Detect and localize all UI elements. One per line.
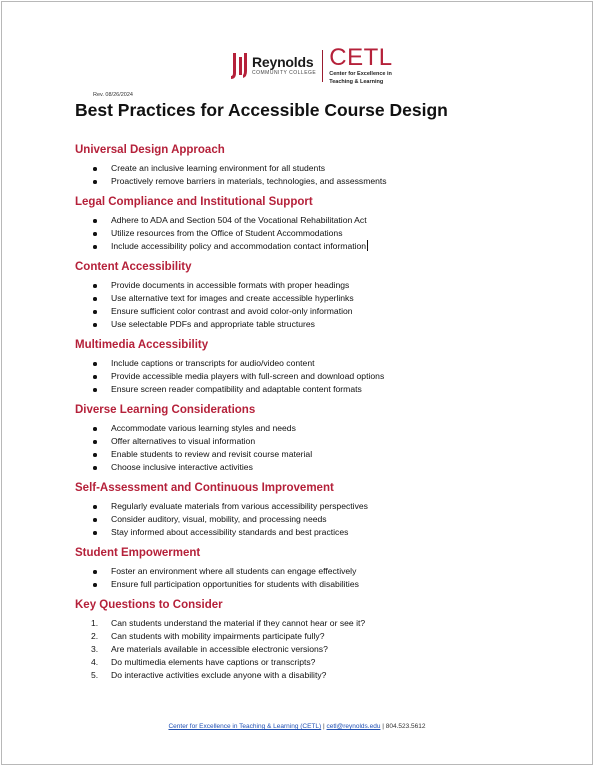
list-item [75,526,545,539]
bullet-icon [93,219,97,223]
cetl-name: CETL [329,44,393,71]
list-item [75,175,545,188]
bullet-icon [93,297,97,301]
list-item [75,370,545,383]
section-heading: Universal Design Approach [75,144,225,156]
section-heading: Diverse Learning Considerations [75,404,256,416]
bullet-icon [93,245,97,249]
section [75,143,545,188]
bullet-icon [93,453,97,457]
list-item-text: Can students with mobility impairments participate fully? [111,631,325,641]
section [75,338,545,396]
list-item-text: Do interactive activities exclude anyone with a disability? [111,670,327,680]
footer-cetl-link[interactable]: Center for Excellence in Teaching & Learning (CETL) [168,723,322,730]
header-logos [230,46,393,85]
footer-separator: | [380,723,386,730]
list-item-text: Consider auditory, visual, mobility, and processing needs [111,514,327,524]
section [75,403,545,474]
section-heading: Self-Assessment and Continuous Improvement [75,482,334,494]
bullet-list [75,422,545,474]
list-item [75,305,545,318]
list-item-text: Provide accessible media players with full-screen and download options [111,371,385,381]
list-item [75,292,545,305]
bullet-list [75,565,545,591]
list-item [75,500,545,513]
footer-separator: | [321,723,327,730]
list-item [75,656,545,669]
list-item-text: Offer alternatives to visual information [111,436,256,446]
bullet-list [75,357,545,396]
reynolds-logo-icon [230,51,248,81]
list-item-text: Stay informed about accessibility standards and best practices [111,527,349,537]
section [75,195,545,253]
bullet-icon [93,427,97,431]
list-item [75,513,545,526]
numbered-list [75,617,545,682]
list-item-text: Include captions or transcripts for audio/video content [111,358,315,368]
bullet-icon [93,375,97,379]
list-item-text: Ensure full participation opportunities for students with disabilities [111,579,359,589]
bullet-icon [93,440,97,444]
footer-email-link[interactable]: cetl@reynolds.edu [326,723,381,730]
list-item [75,227,545,240]
bullet-icon [93,466,97,470]
list-item-text: Accommodate various learning styles and needs [111,423,296,433]
document-page [1,1,593,765]
list-item [75,318,545,331]
list-item [75,435,545,448]
list-number: 1. [91,618,99,628]
list-item [75,448,545,461]
bullet-list [75,500,545,539]
list-item-text: Use alternative text for images and create accessible hyperlinks [111,293,354,303]
list-item-text: Use selectable PDFs and appropriate table structures [111,319,315,329]
bullet-icon [93,232,97,236]
cetl-subtitle-line1: Center for Excellence in [329,71,392,77]
list-item-text: Choose inclusive interactive activities [111,462,253,472]
bullet-icon [93,323,97,327]
list-item [75,383,545,396]
section-heading: Student Empowerment [75,547,201,559]
page-title: Best Practices for Accessible Course Design [75,100,448,120]
bullet-icon [93,388,97,392]
bullet-icon [93,583,97,587]
list-item-text: Utilize resources from the Office of Student Accommodations [111,228,343,238]
list-item [75,240,545,253]
list-item [75,630,545,643]
list-item [75,162,545,175]
reynolds-wordmark [252,55,316,76]
list-item-text: Regularly evaluate materials from various accessibility perspectives [111,501,368,511]
section-heading: Content Accessibility [75,261,192,273]
section [75,260,545,331]
list-item-text: Enable students to review and revisit course material [111,449,313,459]
section [75,481,545,539]
list-number: 3. [91,644,99,654]
list-item [75,578,545,591]
logo-divider [322,50,323,82]
list-item-text: Create an inclusive learning environment for all students [111,163,326,173]
bullet-list [75,214,545,253]
bullet-icon [93,167,97,171]
list-number: 5. [91,670,99,680]
bullet-list [75,162,545,188]
section [75,546,545,591]
list-item-text: Provide documents in accessible formats with proper headings [111,280,350,290]
revision-date: Rev. 08/26/2024 [93,92,133,98]
bullet-icon [93,518,97,522]
list-item [75,669,545,682]
list-item [75,214,545,227]
list-item [75,565,545,578]
section-heading: Key Questions to Consider [75,599,223,611]
cetl-wordmark [329,46,392,85]
bullet-list [75,279,545,331]
list-item-text: Can students understand the material if they cannot hear or see it? [111,618,366,628]
footer-phone: 804.523.5612 [385,723,426,730]
list-item [75,617,545,630]
list-item [75,461,545,474]
list-item-text: Foster an environment where all students can engage effectively [111,566,357,576]
list-item [75,357,545,370]
list-item-text: Are materials available in accessible electronic versions? [111,644,328,654]
text-cursor [367,240,368,251]
section-heading: Legal Compliance and Institutional Support [75,196,313,208]
list-item-text: Include accessibility policy and accommodation contact information [111,241,367,251]
cetl-subtitle-line2: Teaching & Learning [329,78,384,85]
list-item [75,422,545,435]
list-item [75,643,545,656]
list-item-text: Adhere to ADA and Section 504 of the Vocational Rehabilitation Act [111,215,367,225]
bullet-icon [93,362,97,366]
list-number: 4. [91,657,99,667]
bullet-icon [93,570,97,574]
questions-section [75,598,545,682]
reynolds-subtitle: COMMUNITY COLLEGE [252,70,317,77]
bullet-icon [93,180,97,184]
list-item-text: Ensure screen reader compatibility and adaptable content formats [111,384,362,394]
bullet-icon [93,310,97,314]
list-item-text: Ensure sufficient color contrast and avoid color-only information [111,306,353,316]
bullet-icon [93,531,97,535]
list-item [75,279,545,292]
list-item-text: Proactively remove barriers in materials, technologies, and assessments [111,176,387,186]
list-item-text: Do multimedia elements have captions or transcripts? [111,657,316,667]
footer [2,723,592,730]
bullet-icon [93,505,97,509]
list-number: 2. [91,631,99,641]
reynolds-name: Reynolds [252,54,314,71]
document-content [75,143,545,689]
bullet-icon [93,284,97,288]
section-heading: Multimedia Accessibility [75,339,209,351]
